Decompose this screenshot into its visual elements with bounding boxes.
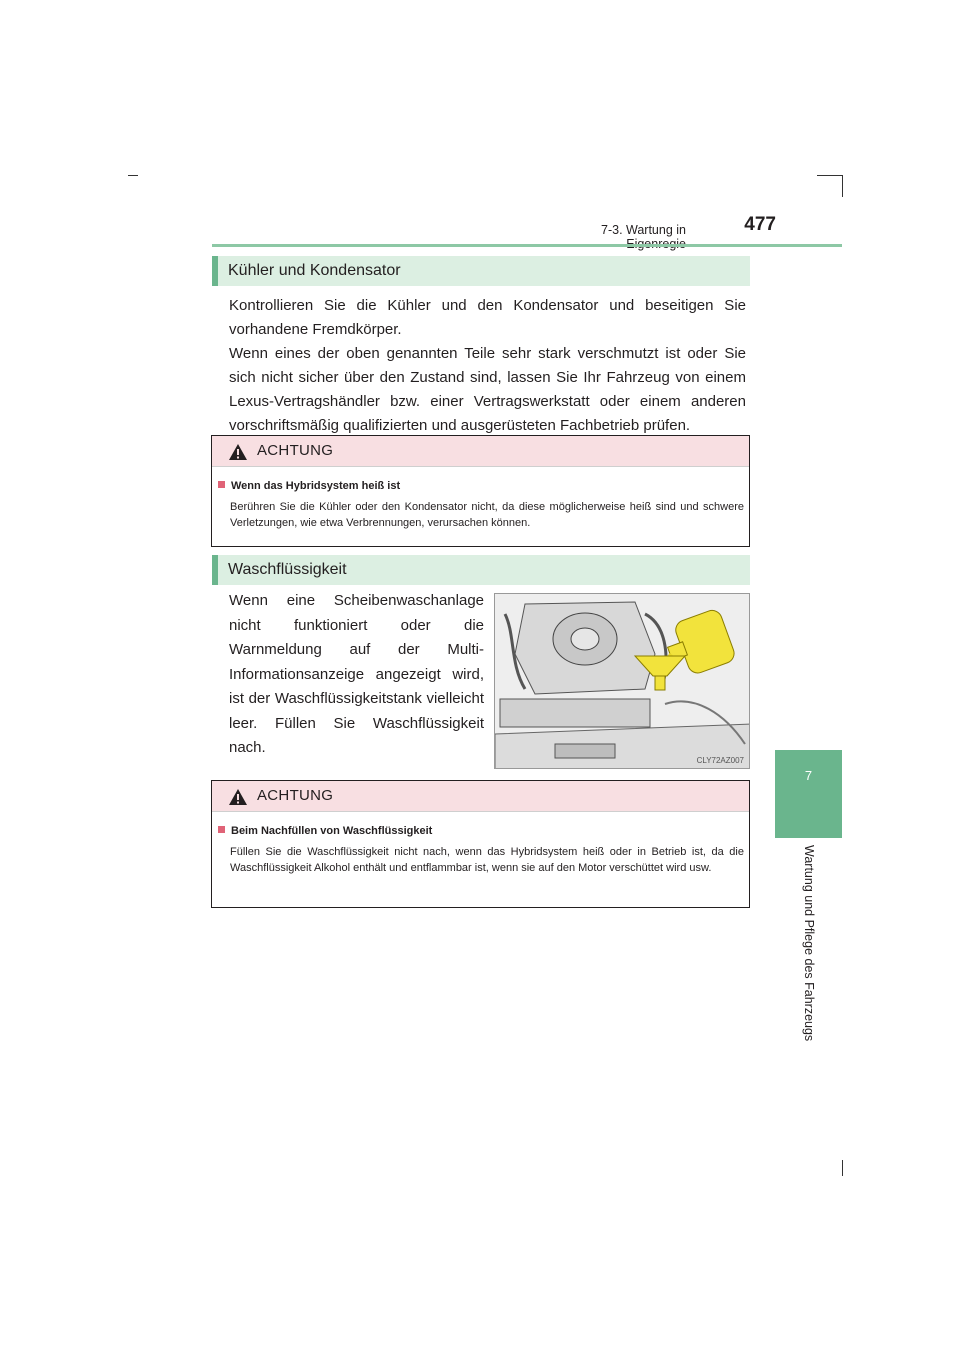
warning-title: ACHTUNG (257, 442, 334, 459)
warning-title: ACHTUNG (257, 787, 334, 804)
warning-subtitle (218, 480, 400, 492)
crop-mark (817, 175, 843, 176)
warning-header (212, 781, 749, 812)
engine-bay-illustration (494, 593, 750, 769)
warning-text: Berühren Sie die Kühler oder den Kondensator nicht, da diese möglicherweise heiß sind und schwere Verletzungen, wie etwa Verbrennungen, verursachen können. (230, 501, 744, 529)
crop-mark (842, 1160, 843, 1176)
crop-mark (128, 175, 138, 176)
warning-subtitle (218, 825, 432, 837)
warning-header (212, 436, 749, 467)
warning-box (211, 780, 750, 908)
warning-triangle-icon (228, 443, 248, 461)
section1-body (229, 294, 746, 438)
bullet-square-icon (218, 481, 225, 488)
running-header-section: 7-3. Wartung in (601, 223, 686, 237)
bullet-square-icon (218, 826, 225, 833)
header-rule (212, 244, 842, 247)
crop-mark (842, 175, 843, 197)
warning-subtitle-text: Beim Nachfüllen von Waschflüssigkeit (231, 825, 433, 837)
section-heading-kuehler (212, 256, 750, 286)
page-number: 477 (744, 214, 776, 235)
paragraph: Wenn eine Scheibenwaschanlage nicht funktioniert oder die Warnmeldung auf der Multi-Informationsanzeige angezeigt wird, ist der Waschflüssigkeitstank vielleicht leer. Füllen Sie Waschflüssigkeit nach. (229, 592, 484, 756)
paragraph: Wenn eines der oben genannten Teile sehr stark verschmutzt ist oder Sie sich nicht sicher über den Zustand sind, lassen Sie Ihr Fahrzeug von einem Lexus-Vertragshändler bzw. einer Vertragswerkstatt oder einem anderen vorschriftsmäßig qualifizierten und ausgerüsteten Fachbetrieb prüfen. (229, 345, 746, 434)
warning-triangle-icon (228, 788, 248, 806)
warning-text: Füllen Sie die Waschflüssigkeit nicht nach, wenn das Hybridsystem heiß oder in Betrieb ist, da die Waschflüssigkeit Alkohol enthält und entflammbar ist, wenn sie auf den Motor verschüttet wird usw. (230, 846, 744, 874)
section-title: Waschflüssigkeit (228, 561, 347, 578)
illustration-code: CLY72AZ007 (696, 756, 744, 765)
chapter-label-vertical (800, 845, 818, 1042)
chapter-label: Wartung und Pflege des Fahrzeugs (802, 845, 816, 1042)
warning-box (211, 435, 750, 547)
section-heading-waschfluessigkeit (212, 555, 750, 585)
warning-subtitle-text: Wenn das Hybridsystem heiß ist (231, 480, 401, 492)
chapter-number: 7 (804, 768, 813, 783)
chapter-tab (775, 750, 842, 838)
section2-body (229, 589, 484, 761)
paragraph: Kontrollieren Sie die Kühler und den Kondensator und beseitigen Sie vorhandene Fremdkörper. (229, 297, 746, 338)
washer-fluid-refill-icon (495, 594, 750, 769)
section-title: Kühler und Kondensator (228, 262, 401, 279)
